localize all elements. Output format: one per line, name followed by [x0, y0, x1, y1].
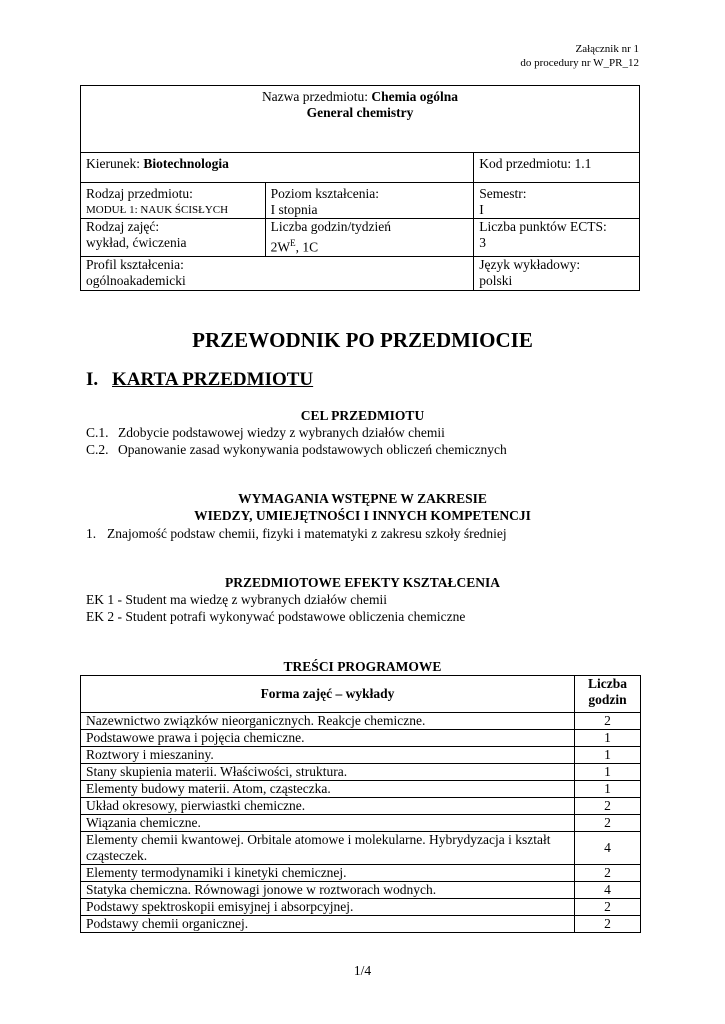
topic-cell: Stany skupienia materii. Właściwości, struktura.: [81, 764, 575, 781]
hours-cell: 2: [575, 899, 641, 916]
semester-label: Semestr:: [479, 186, 527, 201]
type-label: Rodzaj przedmiotu:: [86, 186, 193, 201]
ects-cell: [474, 219, 640, 257]
hours-cell: 4: [575, 832, 641, 865]
classes-label: Rodzaj zajęć:: [86, 219, 160, 234]
page-number: 1/4: [353, 963, 372, 978]
topic-cell: Elementy termodynamiki i kinetyki chemicznej.: [81, 865, 575, 882]
topic-cell: Układ okresowy, pierwiastki chemiczne.: [81, 798, 575, 815]
table-row: [81, 865, 641, 882]
hours-cell: 2: [575, 713, 641, 730]
hours-cell: 1: [575, 747, 641, 764]
requirement-item: [86, 525, 507, 542]
language-value: polski: [479, 272, 513, 288]
column-header-form: Forma zajęć – wykłady: [81, 676, 575, 713]
topic-cell: Podstawy spektroskopii emisyjnej i absorpcyjnej.: [81, 899, 575, 916]
hours-cell: 2: [575, 798, 641, 815]
direction-cell: [81, 153, 474, 183]
requirement-label: 1.: [86, 526, 97, 541]
profile-label: Profil kształcenia:: [86, 256, 184, 272]
subject-info-table: [80, 85, 640, 291]
goals-heading: CEL PRZEDMIOTU: [300, 408, 425, 423]
topic-cell: Elementy budowy materii. Atom, cząsteczka.: [81, 781, 575, 798]
level-label: Poziom kształcenia:: [270, 186, 379, 201]
outcome-item: EK 1 - Student ma wiedzę z wybranych działów chemii: [86, 592, 388, 607]
level-value: I stopnia: [270, 202, 318, 217]
direction-value: Biotechnologia: [143, 156, 229, 171]
outcomes-heading: PRZEDMIOTOWE EFEKTY KSZTAŁCENIA: [224, 575, 501, 590]
ects-value: 3: [479, 235, 487, 250]
page-title: PRZEWODNIK PO PRZEDMIOCIE: [192, 328, 533, 352]
attachment-line1: Załącznik nr 1: [575, 43, 639, 55]
program-heading: TREŚCI PROGRAMOWE: [283, 659, 442, 674]
subject-name-cell: [81, 86, 640, 153]
column-header-hours-1: Liczba: [588, 676, 627, 691]
goal-text: Zdobycie podstawowej wiedzy z wybranych działów chemii: [118, 425, 445, 440]
hours-value-sup: E: [290, 238, 296, 248]
requirements-heading-1: WYMAGANIA WSTĘPNE W ZAKRESIE: [238, 491, 487, 506]
attachment-note: [520, 42, 639, 70]
requirements-heading-2: WIEDZY, UMIEJĘTNOŚCI I INNYCH KOMPETENCJI: [194, 508, 531, 523]
topic-cell: Roztwory i mieszaniny.: [81, 747, 575, 764]
topic-cell: Wiązania chemiczne.: [81, 815, 575, 832]
subject-name: Chemia ogólna: [371, 89, 459, 104]
type-value: MODUŁ 1: NAUK ŚCISŁYCH: [86, 204, 229, 216]
section-number: I.: [86, 369, 99, 390]
table-row: [81, 781, 641, 798]
profile-value: ogólnoakademicki: [86, 272, 186, 288]
goal-label: C.1.: [86, 425, 109, 440]
hours-cell: 2: [575, 916, 641, 933]
table-row: [81, 832, 641, 865]
code-cell: Kod przedmiotu: 1.1: [474, 153, 640, 183]
table-row: [81, 713, 641, 730]
goal-item: [86, 441, 507, 458]
hours-label: Liczba godzin/tydzień: [270, 219, 391, 234]
topic-cell: Nazewnictwo związków nieorganicznych. Reakcje chemiczne.: [81, 713, 575, 730]
table-row: [81, 764, 641, 781]
section-title: KARTA PRZEDMIOTU: [112, 369, 314, 390]
hours-cell: 2: [575, 865, 641, 882]
goal-label: C.2.: [86, 442, 109, 457]
hours-value-b: , 1C: [295, 239, 319, 255]
language-label: Język wykładowy:: [479, 256, 581, 272]
column-header-hours-2: godzin: [588, 692, 627, 707]
table-row: [81, 815, 641, 832]
section-heading: [86, 368, 313, 392]
hours-cell: 1: [575, 764, 641, 781]
level-cell: [265, 183, 474, 219]
requirement-text: Znajomość podstaw chemii, fizyki i matematyki z zakresu szkoły średniej: [107, 526, 507, 541]
table-row: [81, 747, 641, 764]
outcome-item: EK 2 - Student potrafi wykonywać podstawowe obliczenia chemiczne: [86, 609, 466, 624]
hours-cell: 2: [575, 815, 641, 832]
attachment-line2: do procedury nr W_PR_12: [520, 57, 639, 69]
goal-text: Opanowanie zasad wykonywania podstawowych obliczeń chemicznych: [118, 442, 507, 457]
hours-cell: 4: [575, 882, 641, 899]
topic-cell: Podstawy chemii organicznej.: [81, 916, 575, 933]
column-header-hours: [575, 676, 641, 713]
subject-prefix: Nazwa przedmiotu:: [261, 89, 372, 104]
classes-cell: [81, 219, 266, 257]
goal-item: [86, 424, 445, 441]
hours-cell: 1: [575, 781, 641, 798]
hours-value-a: 2W: [270, 239, 291, 255]
profile-cell: [81, 256, 474, 290]
subject-name-en: General chemistry: [306, 105, 414, 120]
table-row: [81, 730, 641, 747]
type-cell: [81, 183, 266, 219]
ects-label: Liczba punktów ECTS:: [479, 219, 607, 234]
direction-prefix: Kierunek:: [86, 156, 144, 171]
classes-value: wykład, ćwiczenia: [86, 235, 187, 250]
topic-cell: Podstawowe prawa i pojęcia chemiczne.: [81, 730, 575, 747]
semester-value: I: [479, 202, 484, 217]
table-row: [81, 798, 641, 815]
table-row: [81, 882, 641, 899]
hours-cell: 1: [575, 730, 641, 747]
topic-cell: Elementy chemii kwantowej. Orbitale atomowe i molekularne. Hybrydyzacja i kształt cząsteczek.: [81, 832, 575, 865]
semester-cell: [474, 183, 640, 219]
hours-value: [271, 235, 469, 256]
hours-cell: [265, 219, 474, 257]
program-table: [80, 675, 641, 933]
table-row: [81, 916, 641, 933]
table-row: [81, 899, 641, 916]
topic-cell: Statyka chemiczna. Równowagi jonowe w roztworach wodnych.: [81, 882, 575, 899]
language-cell: [474, 256, 640, 290]
